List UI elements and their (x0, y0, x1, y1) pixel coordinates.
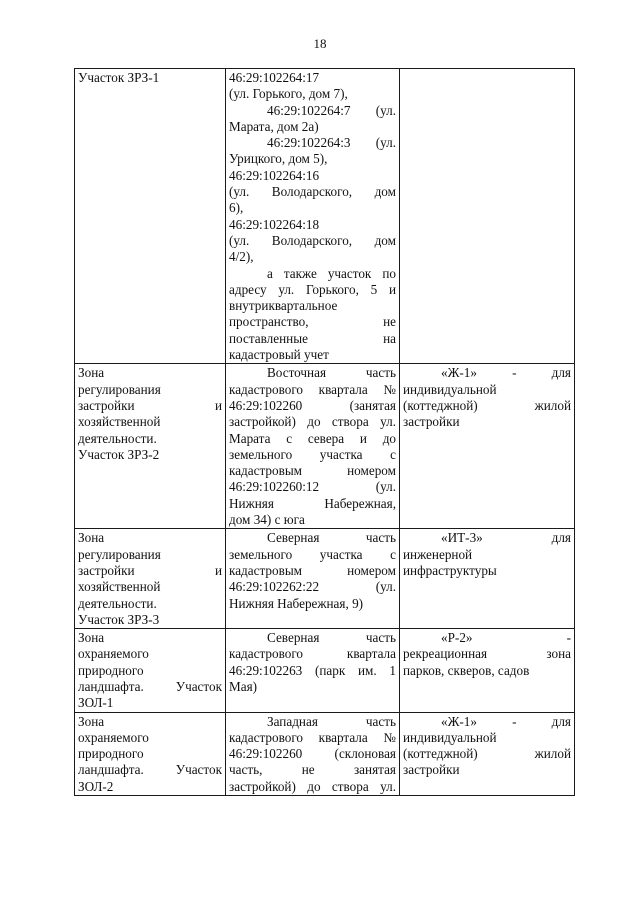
cell-text-line: Участок ЗРЗ-1 (78, 70, 160, 85)
zone-cell (75, 69, 226, 364)
cell-text-line: инженерной (403, 546, 473, 562)
cell-text-line: застройки (403, 414, 460, 430)
page-number: 18 (313, 36, 327, 51)
cell-text-line: Зона (78, 530, 105, 546)
cell-text-line: Зона (78, 713, 105, 729)
cell-text-line: 4/2), (229, 249, 254, 265)
table-row (75, 529, 575, 629)
cell-text-line: индивидуальной (403, 381, 497, 397)
cell-text-line: Урицкого, дом 5), (229, 151, 328, 167)
permitted-use-cell (400, 529, 575, 629)
cell-text-line: Нижняя Набережная, 9) (229, 595, 364, 611)
cell-text-line: застройки и (78, 562, 222, 578)
description-cell (226, 69, 400, 364)
cell-text-line: застройки и (78, 397, 222, 413)
cell-text-line: Северная часть (267, 630, 396, 646)
zones-table-body (75, 69, 575, 796)
table-row (75, 629, 575, 712)
cell-text-line: дом 34) с юга (229, 512, 305, 528)
cell-text-line: 46:29:102262:22 (ул. (229, 579, 396, 595)
zones-table (74, 68, 575, 796)
cell-text-line: кадастровым номером (229, 463, 396, 479)
cell-text-line: 46:29:102260 (занятая (229, 397, 396, 413)
table-row (75, 712, 575, 795)
table-row (75, 69, 575, 364)
permitted-use-cell (400, 364, 575, 529)
cell-text-line: «Ж-1» - для (441, 713, 571, 729)
cell-text-line: застройкой) до створа ул. (229, 414, 396, 430)
cell-text-line: 46:29:102264:16 (229, 167, 320, 183)
cell-text-line: Марата, дом 2а) (229, 118, 319, 134)
cell-text-line: Зона (78, 365, 105, 381)
description-cell (226, 629, 400, 712)
cell-text-line: Участок ЗРЗ-2 (78, 446, 160, 462)
cell-text-line: Зона (78, 630, 105, 646)
cell-text-line: 6), (229, 200, 244, 216)
cell-text-line: Нижняя Набережная, (229, 495, 396, 511)
cell-text-line: кадастровым номером (229, 562, 396, 578)
cell-text-line: 46:29:102264:18 (229, 216, 320, 232)
cell-text-line: инфраструктуры (403, 562, 497, 578)
cell-text-line: кадастрового квартала (229, 646, 396, 662)
permitted-use-cell (400, 712, 575, 795)
table-row (75, 364, 575, 529)
cell-text-line: внутриквартальное (229, 298, 338, 314)
cell-text-line: природного (78, 662, 144, 678)
permitted-use-cell (400, 69, 575, 364)
cell-text-line: «ИТ-3» для (441, 530, 571, 546)
cell-text-line: рекреационная зона (403, 646, 571, 662)
cell-text-line: 46:29:102260 (склоновая (229, 746, 396, 762)
cell-text-line: ландшафта. Участок (78, 762, 222, 778)
cell-text-line: застройкой) до створа ул. (229, 778, 396, 794)
cell-text-line: регулирования (78, 381, 161, 397)
description-cell (226, 712, 400, 795)
cell-text-line: 46:29:102264:17 (229, 70, 320, 85)
cell-text-line: 46:29:102260:12 (ул. (229, 479, 396, 495)
cell-text-line: кадастровый учет (229, 347, 329, 363)
cell-text-line: парков, скверов, садов (403, 662, 530, 678)
cell-text-line: Северная часть (267, 530, 396, 546)
cell-text-line: Марата с севера и до (229, 430, 396, 446)
cell-text-line: регулирования (78, 546, 161, 562)
cell-text-line: земельного участка с (229, 546, 396, 562)
cell-text-line: Мая) (229, 678, 258, 694)
zone-cell (75, 364, 226, 529)
cell-text-line: «Р-2» - (441, 630, 571, 646)
cell-text-line: застройки (403, 762, 460, 778)
cell-text-line: (коттеджной) жилой (403, 746, 571, 762)
description-cell (226, 364, 400, 529)
cell-text-line: «Ж-1» - для (441, 365, 571, 381)
cell-text-line: поставленные на (229, 330, 396, 346)
cell-text-line: (коттеджной) жилой (403, 397, 571, 413)
cell-text-line: (ул. Володарского, дом (229, 232, 396, 248)
cell-text-line: (ул. Горького, дом 7), (229, 86, 348, 102)
cell-text-line: адресу ул. Горького, 5 и (229, 281, 396, 297)
cell-text-line: кадастрового квартала № (229, 381, 396, 397)
cell-text-line: хозяйственной (78, 414, 161, 430)
cell-text-line: земельного участка с (229, 446, 396, 462)
description-cell (226, 529, 400, 629)
cell-text-line: деятельности. (78, 430, 157, 446)
cell-text-line: 46:29:102264:3 (ул. (267, 135, 396, 151)
cell-text-line: хозяйственной (78, 579, 161, 595)
cell-text-line: охраняемого (78, 646, 149, 662)
cell-text-line: а также участок по (267, 265, 396, 281)
cell-text-line: ЗОЛ-2 (78, 778, 114, 794)
cell-text-line: индивидуальной (403, 729, 497, 745)
cell-text-line: (ул. Володарского, дом (229, 184, 396, 200)
zone-cell (75, 529, 226, 629)
permitted-use-cell (400, 629, 575, 712)
cell-text-line: ЗОЛ-1 (78, 695, 114, 711)
zone-cell (75, 629, 226, 712)
cell-text-line: Западная часть (267, 713, 396, 729)
cell-text-line: охраняемого (78, 729, 149, 745)
cell-text-line: кадастрового квартала № (229, 729, 396, 745)
cell-text-line: деятельности. (78, 595, 157, 611)
zone-cell (75, 712, 226, 795)
cell-text-line: часть, не занятая (229, 762, 396, 778)
cell-text-line: ландшафта. Участок (78, 678, 222, 694)
cell-text-line: 46:29:102264:7 (ул. (267, 102, 396, 118)
cell-text-line: 46:29:102263 (парк им. 1 (229, 662, 396, 678)
cell-text-line: Восточная часть (267, 365, 396, 381)
cell-text-line: пространство, не (229, 314, 396, 330)
cell-text-line: Участок ЗРЗ-3 (78, 611, 160, 627)
cell-text-line: природного (78, 746, 144, 762)
